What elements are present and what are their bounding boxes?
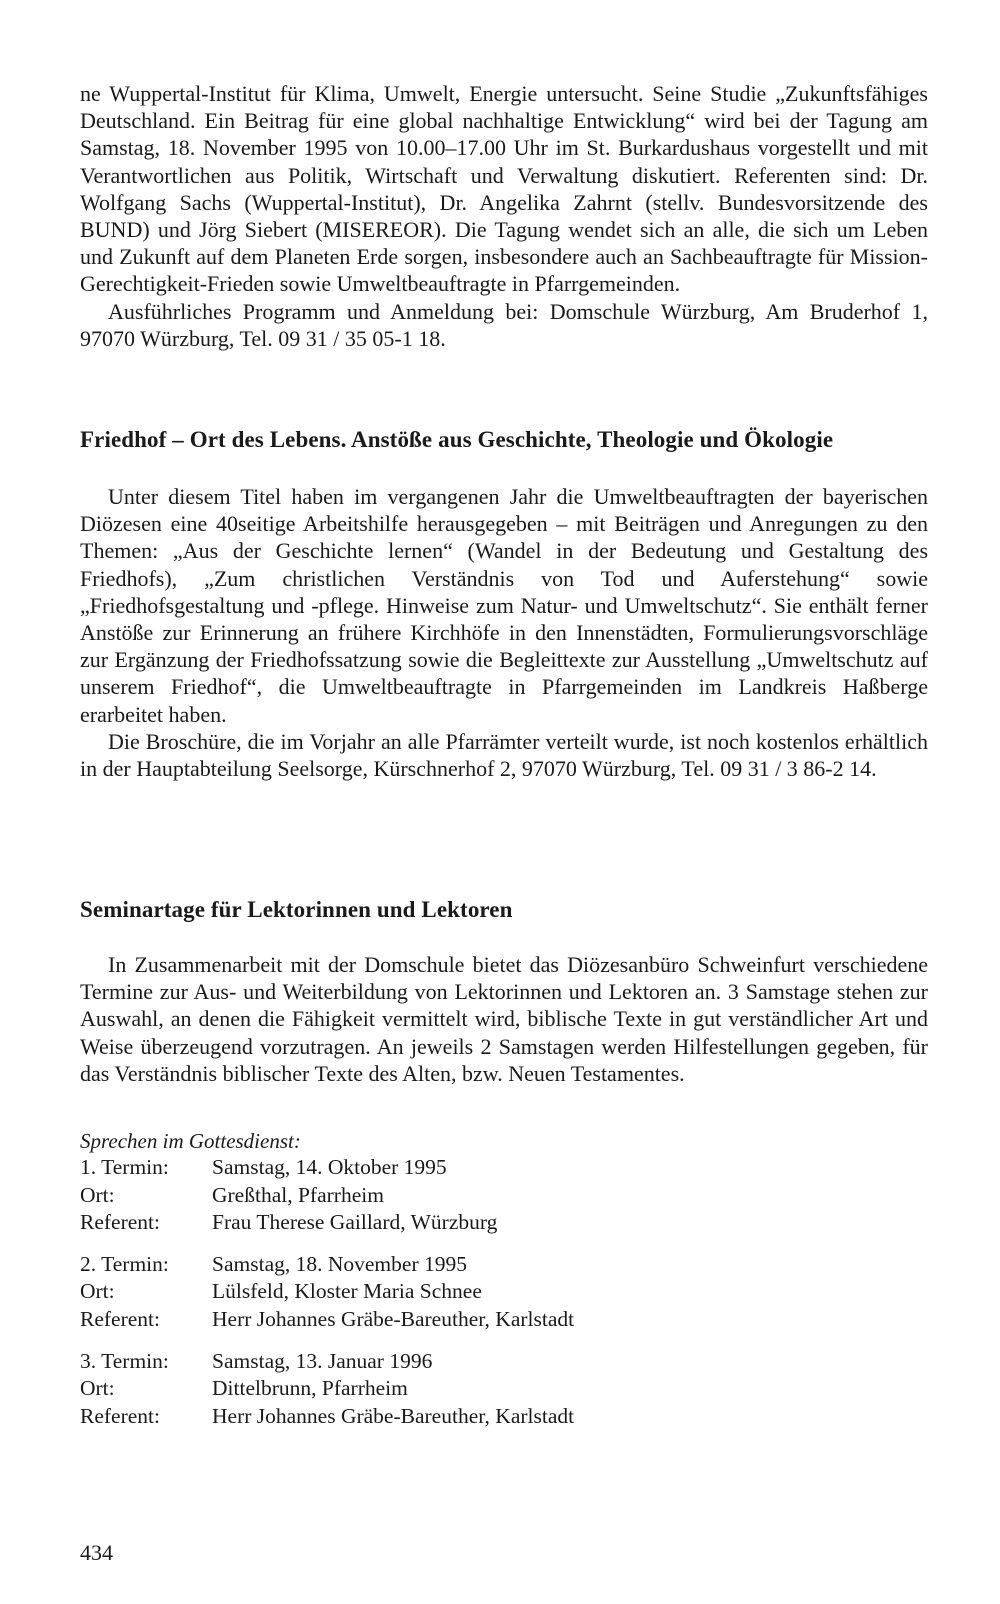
registration-paragraph: Ausführliches Programm und Anmeldung bei: Domschule Würzburg, Am Bruderhof 1, 97070 Würzburg, Tel. 09 31 / 35 05-1 18. bbox=[80, 298, 928, 351]
ort-label: Ort: bbox=[80, 1182, 115, 1207]
termin-label: 2. Termin: bbox=[80, 1251, 169, 1276]
seminar-body bbox=[80, 951, 928, 1087]
term-row bbox=[80, 1306, 928, 1334]
ort-label: Ort: bbox=[80, 1376, 115, 1401]
term-row bbox=[80, 1154, 928, 1182]
intro-paragraph: ne Wuppertal-Institut für Klima, Umwelt, Energie untersucht. Seine Studie „Zukunftsfähiges Deutschland. Ein Beitrag für eine global nachhaltige Entwicklung“ wird bei der Tagung am Samstag, 18. November 1995 von 10.00–17.00 Uhr im St. Burkardushaus vorgestellt und mit Verantwortlichen aus Politik, Wirtschaft und Verwaltung diskutiert. Referenten sind: Dr. Wolfgang Sachs (Wuppertal-Institut), Dr. Angelika Zahrnt (stellv. Bundesvorsitzende des BUND) und Jörg Siebert (MISEREOR). Die Tagung wendet sich an alle, die sich um Leben und Zukunft auf dem Planeten Erde sorgen, insbesondere auch an Sachbeauftragte für Mission-Gerechtigkeit-Frieden sowie Umweltbeauftragte in Pfarrgemeinden. bbox=[80, 81, 928, 297]
term-spacer bbox=[80, 1237, 928, 1251]
seminar-schedule bbox=[80, 1128, 928, 1430]
referent-value: Herr Johannes Gräbe-Bareuther, Karlstadt bbox=[212, 1306, 575, 1331]
referent-value: Frau Therese Gaillard, Würzburg bbox=[212, 1210, 498, 1235]
termin-label: 3. Termin: bbox=[80, 1348, 169, 1373]
term-row bbox=[80, 1278, 928, 1306]
friedhof-heading: Friedhof – Ort des Lebens. Anstöße aus Geschichte, Theologie und Ökologie bbox=[80, 427, 834, 452]
termin-date: Samstag, 13. Januar 1996 bbox=[212, 1348, 433, 1373]
termin-date: Samstag, 14. Oktober 1995 bbox=[212, 1155, 447, 1179]
term-row bbox=[80, 1251, 928, 1279]
ort-value: Dittelbrunn, Pfarrheim bbox=[212, 1376, 408, 1401]
term-row bbox=[80, 1375, 928, 1403]
termin-date: Samstag, 18. November 1995 bbox=[212, 1251, 467, 1276]
seminar-section bbox=[80, 896, 928, 924]
referent-label: Referent: bbox=[80, 1210, 160, 1235]
seminar-heading: Seminartage für Lektorinnen und Lektoren bbox=[80, 897, 513, 922]
referent-label: Referent: bbox=[80, 1306, 160, 1331]
term-row bbox=[80, 1209, 928, 1237]
friedhof-section bbox=[80, 426, 928, 454]
ort-value: Lülsfeld, Kloster Maria Schnee bbox=[212, 1279, 482, 1304]
referent-label: Referent: bbox=[80, 1403, 160, 1428]
term-row bbox=[80, 1182, 928, 1210]
term-block-1 bbox=[80, 1154, 928, 1237]
term-spacer bbox=[80, 1334, 928, 1348]
term-row bbox=[80, 1348, 928, 1376]
terms-list bbox=[80, 1154, 928, 1430]
intro-section bbox=[80, 80, 928, 352]
schedule-subheading: Sprechen im Gottesdienst: bbox=[80, 1129, 301, 1153]
friedhof-paragraph-2: Die Broschüre, die im Vorjahr an alle Pfarrämter verteilt wurde, ist noch kostenlos erhältlich in der Hauptabteilung Seelsorge, Kürschnerhof 2, 97070 Würzburg, Tel. 09 31 / 3 86-2 14. bbox=[80, 728, 928, 782]
ort-label: Ort: bbox=[80, 1279, 115, 1304]
term-block-2 bbox=[80, 1251, 928, 1334]
term-block-3 bbox=[80, 1348, 928, 1431]
page-number: 434 bbox=[80, 1540, 113, 1565]
ort-value: Greßthal, Pfarrheim bbox=[212, 1182, 384, 1207]
friedhof-paragraph-1: Unter diesem Titel haben im vergangenen Jahr die Umweltbeauftragten der bayerischen Diözesen eine 40seitige Arbeitshilfe herausgegeben – mit Beiträgen und Anregungen zu den Themen: „Aus der Geschichte lernen“ (Wandel in der Bedeutung und Gestaltung des Friedhofs), „Zum christlichen Verständnis von Tod und Auferstehung“ sowie „Friedhofsgestaltung und -pflege. Hinweise zum Natur- und Umweltschutz“. Sie enthält ferner Anstöße zur Erinnerung an frühere Kirchhöfe in den Innenstädten, Formulierungsvorschläge zur Ergänzung der Friedhofssatzung sowie die Begleittexte zur Ausstellung „Umweltschutz auf unserem Friedhof“, die Umweltbeauftragte in Pfarrgemeinden im Landkreis Haßberge erarbeitet haben. bbox=[80, 484, 928, 727]
friedhof-body bbox=[80, 483, 928, 782]
term-row bbox=[80, 1403, 928, 1431]
seminar-paragraph: In Zusammenarbeit mit der Domschule bietet das Diözesanbüro Schweinfurt verschiedene Termine zur Aus- und Weiterbildung von Lektorinnen und Lektoren an. 3 Samstage stehen zur Auswahl, an denen die Fähigkeit vermittelt wird, biblische Texte in gut verständlicher Art und Weise überzeugend vorzutragen. An jeweils 2 Samstagen werden Hilfestellungen gegeben, für das Verständnis biblischer Texte des Alten, bzw. Neuen Testamentes. bbox=[80, 952, 928, 1086]
referent-value: Herr Johannes Gräbe-Bareuther, Karlstadt bbox=[212, 1403, 575, 1428]
termin-label: 1. Termin: bbox=[80, 1155, 169, 1179]
